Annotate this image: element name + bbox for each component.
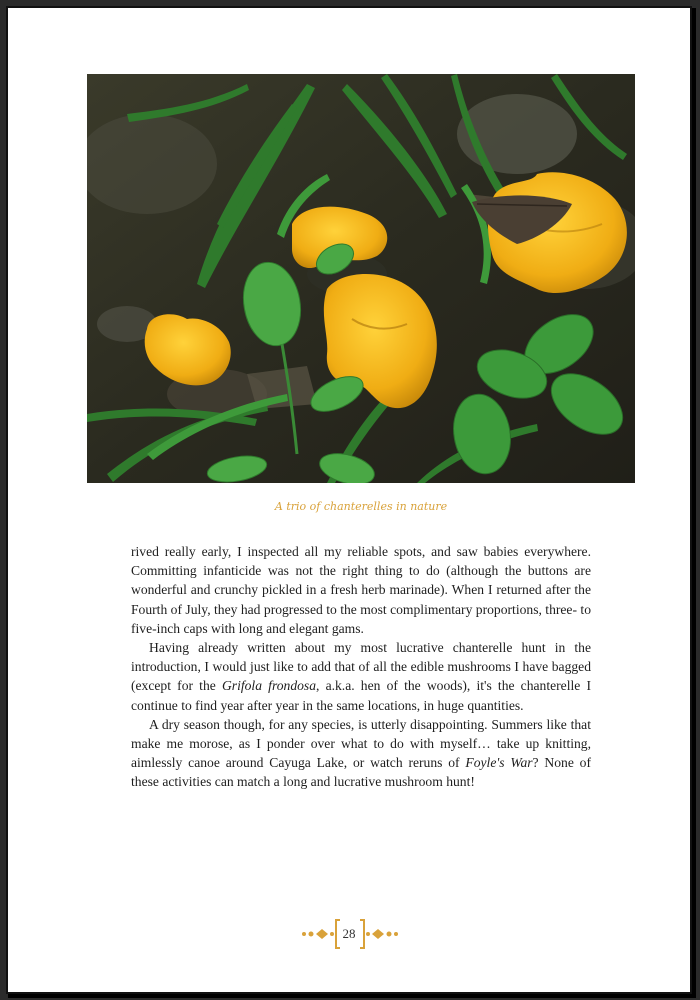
- species-name: Grifola frondosa: [221, 678, 317, 694]
- paragraph-3-end: ? None of these activities can match a long and lucrative mushroom hunt!: [131, 755, 592, 790]
- paragraph-3-start: A dry season though, for any species, is utterly disappointing. Summers like that make me morose, as I ponder over what to do with myself… take up knitting, aimlessly canoe around Cayuga Lake, or watch reruns of: [131, 716, 591, 771]
- book-page: [8, 8, 690, 992]
- paragraph-2: [131, 638, 591, 715]
- page-number: 28: [342, 926, 356, 941]
- paragraph-1: rived really early, I inspected all my reliable spots, and saw babies everywhere. Committing infanticide was not the right thing to do (although the buttons are wonderful and crunchy pickled in a fresh herb marinade). When I returned after the Fourth of July, they had progressed to the most complimentary proportions, three- to five-inch caps with long and elegant gams.: [131, 544, 591, 636]
- page-footer: [8, 914, 690, 954]
- chanterelle-photo: [87, 74, 635, 483]
- paragraph-3: [131, 715, 591, 792]
- figure-caption: A trio of chanterelles in nature: [274, 500, 448, 513]
- paragraph-2-start: Having already written about my most lucrative chanterelle hunt in the introduction, I would just like to add that of all the edible mushrooms I have bagged (except for the: [131, 640, 591, 694]
- body-text: [131, 542, 591, 792]
- paragraph-2-end: , a.k.a. hen of the woods), it's the chanterelle I continue to find year after year in the same locations, in huge quantities.: [131, 678, 591, 713]
- show-title: Foyle's War: [465, 755, 533, 771]
